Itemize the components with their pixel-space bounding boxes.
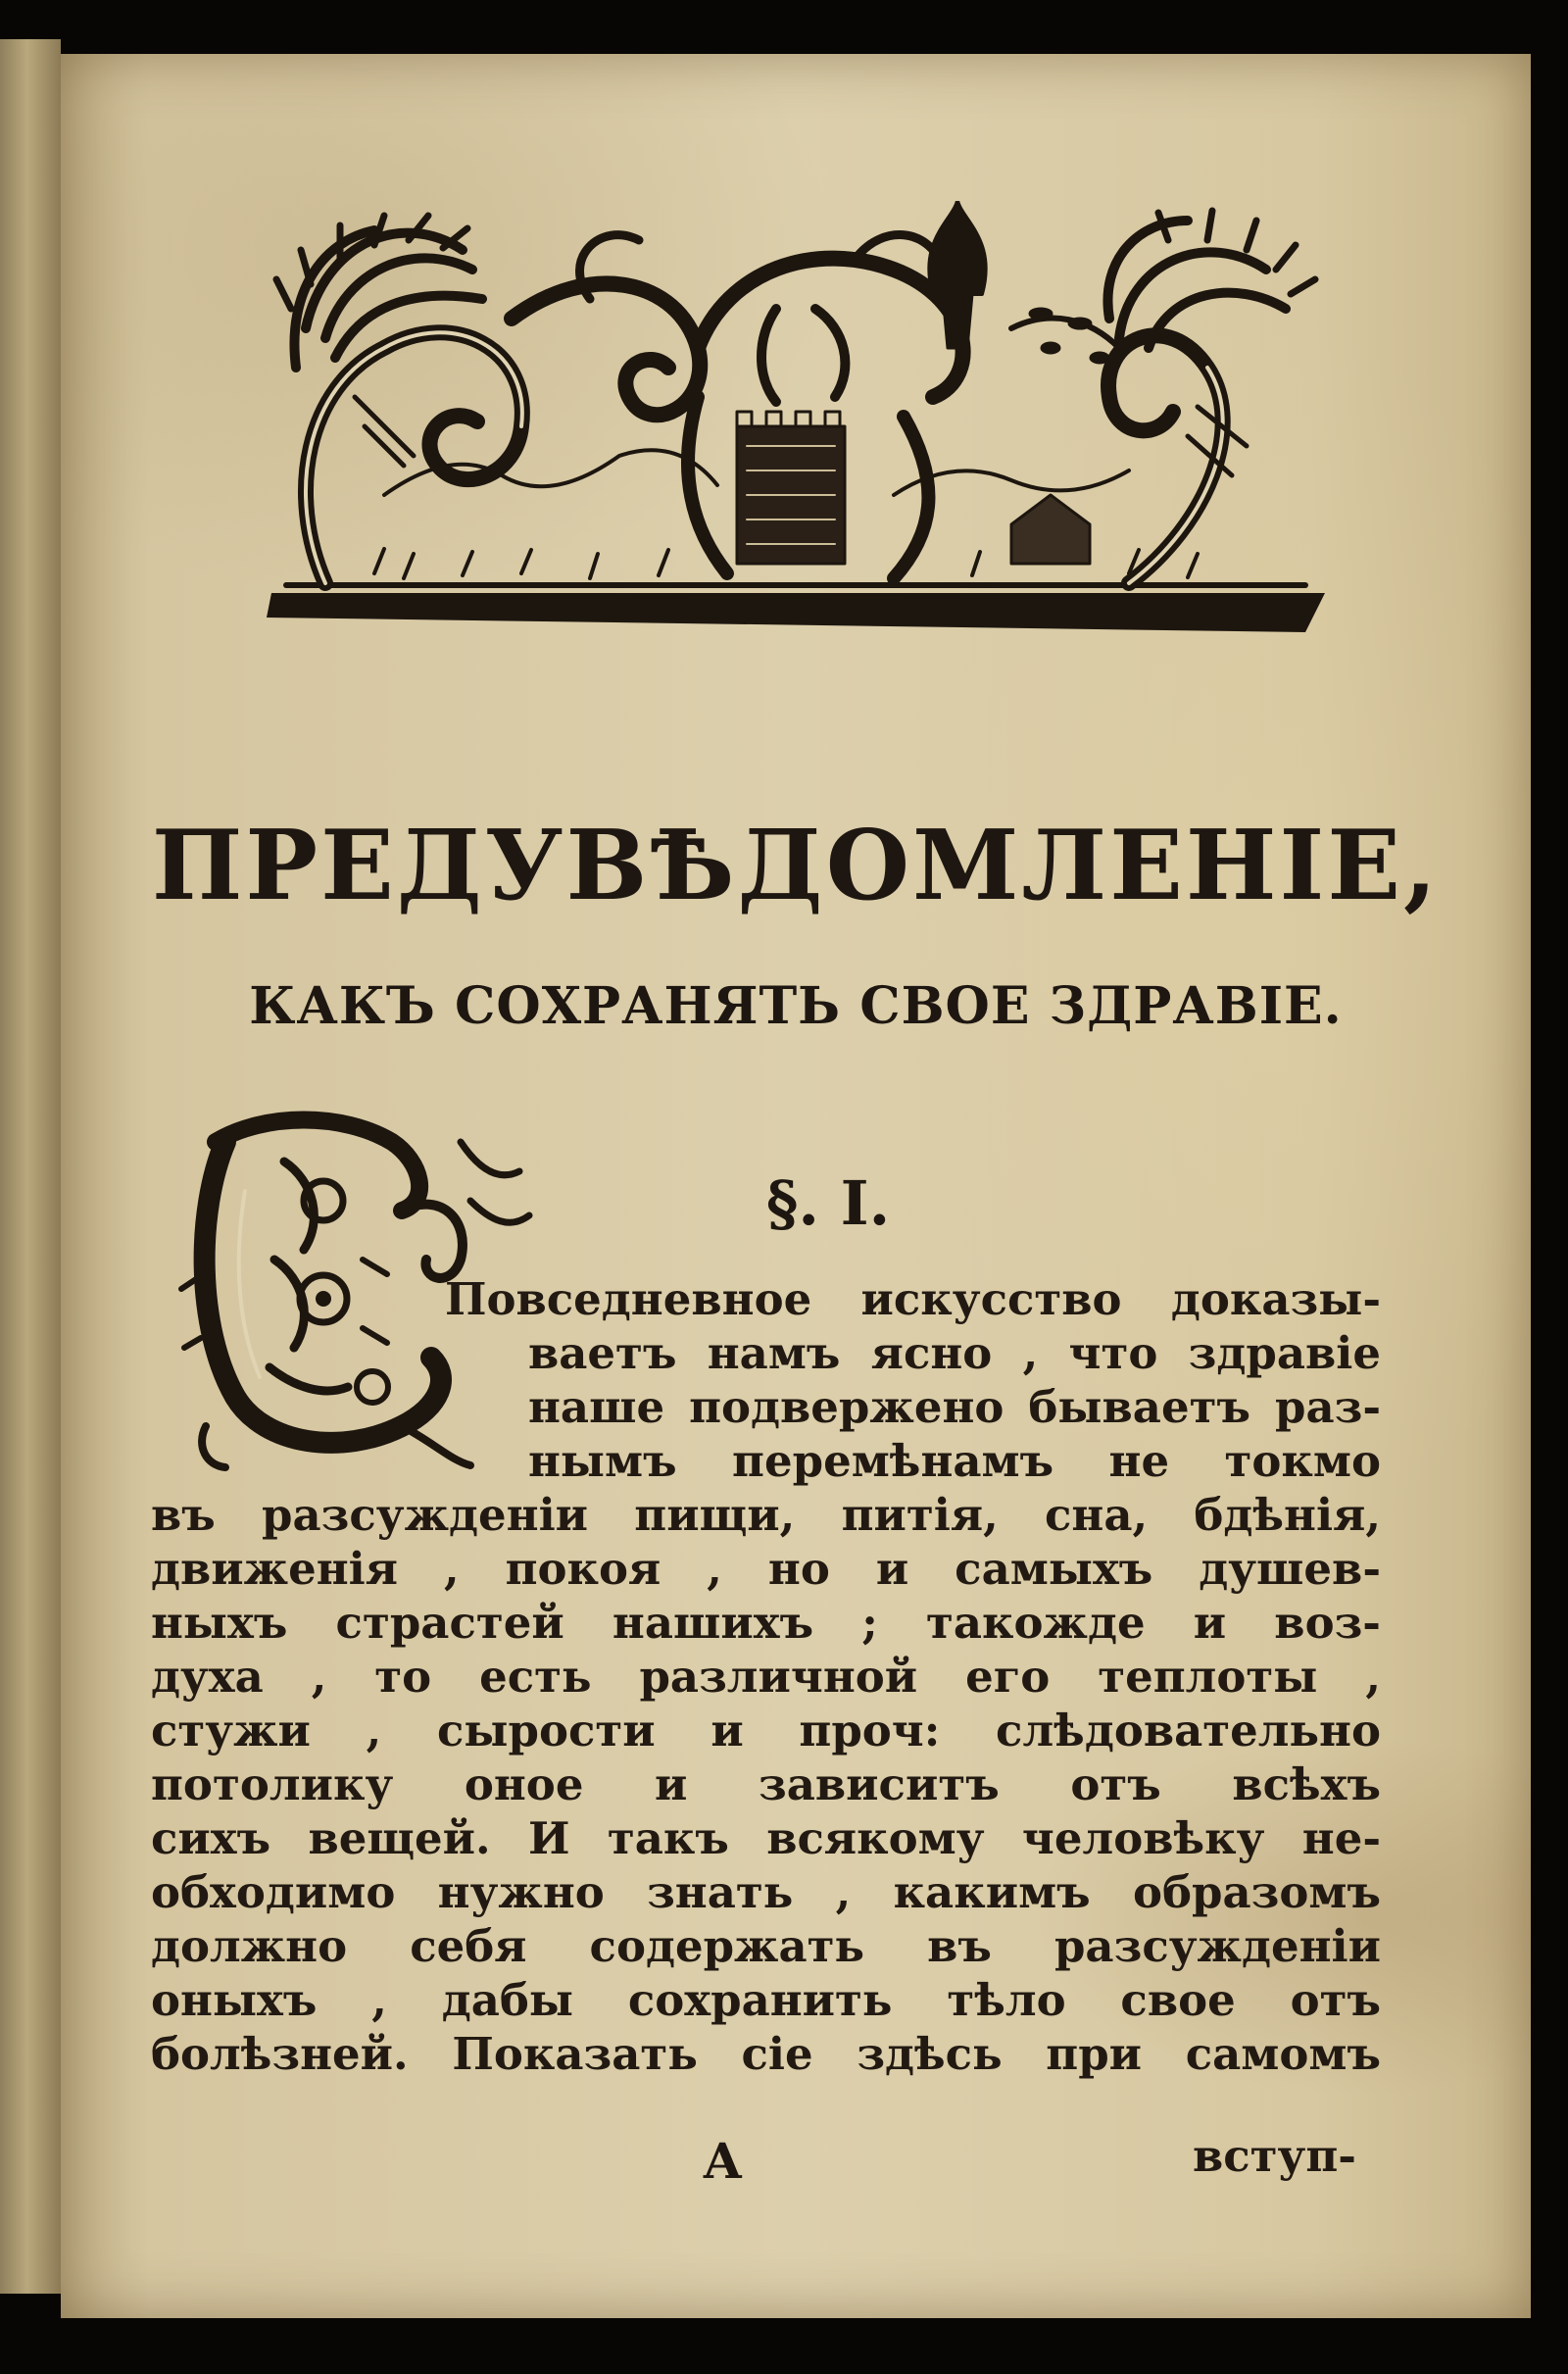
text-line: обходимо нужно знать , какимъ образомъ <box>151 1866 1381 1918</box>
text-line: духа , то есть различной его теплоты , <box>151 1651 1381 1703</box>
catchword: вступ- <box>1193 2130 1356 2182</box>
section-heading: §. I. <box>766 1167 891 1239</box>
book-page <box>61 54 1531 2318</box>
text-line: потолику оное и зависитъ отъ всѣхъ <box>151 1758 1381 1810</box>
text-line: наше подвержено бываетъ раз- <box>528 1381 1381 1433</box>
text-line: сихъ вещей. И такъ всякому человѣку не- <box>151 1812 1381 1864</box>
text-line: ныхъ страстей нашихъ ; такожде и воз- <box>151 1597 1381 1649</box>
text-line: должно себя содержать въ разсужденіи <box>151 1920 1381 1972</box>
text-line: нымъ перемѣнамъ не токмо <box>528 1435 1381 1487</box>
headpiece-ornament <box>267 201 1330 642</box>
page-subtitle: КАКЪ СОХРАНЯТЬ СВОЕ ЗДРАВІЕ. <box>249 976 1343 1036</box>
text-line: стужи , сырости и проч: слѣдовательно <box>151 1705 1381 1756</box>
signature-mark: А <box>703 2132 743 2190</box>
body-paragraph <box>151 1272 1381 2081</box>
text-line: движенія , покоя , но и самыхъ душев- <box>151 1543 1381 1595</box>
text-line: въ разсужденіи пищи, питія, сна, бдѣнія, <box>151 1489 1381 1541</box>
text-line: оныхъ , дабы сохранить тѣло свое отъ <box>151 1974 1381 2026</box>
text-line: Повседневное искусство доказы- <box>445 1273 1381 1325</box>
facing-page-edge <box>0 39 61 2294</box>
text-line: ваетъ намъ ясно , что здравіе <box>528 1327 1381 1379</box>
text-line: болѣзней. Показать сіе здѣсь при самомъ <box>151 2028 1381 2080</box>
page-title: ПРЕДУВѢДОМЛЕНІЕ, <box>151 810 1441 922</box>
